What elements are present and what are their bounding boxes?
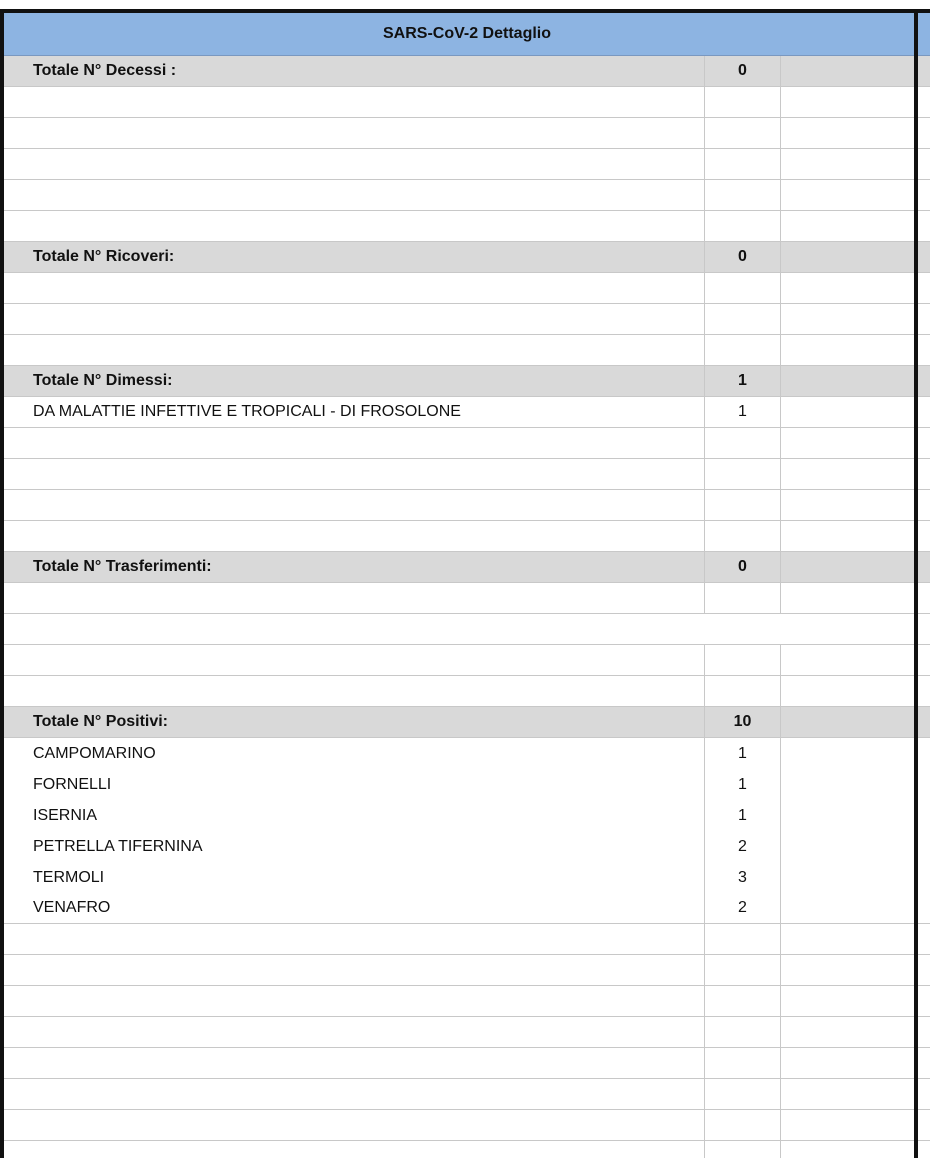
table-row [4,583,930,614]
section-value: 1 [704,366,780,396]
value-cell [704,645,780,675]
table-row [4,87,930,118]
table-row [4,676,930,707]
table-row [4,645,930,676]
table-row [4,521,930,552]
value-cell [704,273,780,303]
empty-cell [780,490,914,520]
row-label: PETRELLA TIFERNINA [33,837,203,855]
table-row [4,180,930,211]
empty-cell [780,831,914,862]
row-value: 2 [704,893,780,923]
table-row [4,1110,930,1141]
section-label: Totale N° Trasferimenti: [33,558,212,575]
empty-cell [780,583,914,613]
section-label: Totale N° Dimessi: [33,372,173,389]
value-cell [704,1017,780,1047]
section-value: 10 [704,707,780,737]
value-cell [704,180,780,210]
empty-cell [780,1079,914,1109]
section-value: 0 [704,56,780,86]
value-cell [704,1079,780,1109]
value-cell [704,583,780,613]
empty-cell [780,676,914,706]
empty-cell [780,149,914,179]
value-cell [704,490,780,520]
row-value: 3 [704,862,780,893]
empty-cell [780,1017,914,1047]
empty-cell [780,87,914,117]
table-row [4,893,930,924]
empty-cell [780,1110,914,1140]
value-cell [704,1110,780,1140]
empty-cell [780,180,914,210]
row-label: FORNELLI [33,775,112,793]
section-ricoveri [4,242,930,273]
empty-cell [780,955,914,985]
table-row [4,304,930,335]
value-cell [704,211,780,241]
row-label: VENAFRO [33,899,111,916]
value-cell [704,304,780,334]
section-label: Totale N° Ricoveri: [33,248,175,265]
row-value: 1 [704,397,780,427]
empty-cell [780,56,914,86]
table-row [4,490,930,521]
empty-cell [780,118,914,148]
empty-cell [780,738,914,769]
section-dimessi [4,366,930,397]
row-label: ISERNIA [33,806,98,824]
empty-cell [780,800,914,831]
row-label: DA MALATTIE INFETTIVE E TROPICALI - DI FROSOLONE [33,403,461,420]
empty-cell [780,273,914,303]
empty-cell [780,459,914,489]
empty-cell [780,335,914,365]
empty-cell [780,397,914,427]
frame-right-border [914,9,918,1158]
value-cell [704,335,780,365]
table-row [4,211,930,242]
table-row [4,1079,930,1110]
row-label: TERMOLI [33,868,105,886]
section-value: 0 [704,552,780,582]
table-row [4,1048,930,1079]
empty-cell [780,428,914,458]
empty-cell [780,769,914,800]
table-row [4,924,930,955]
section-positivi [4,707,930,738]
empty-cell [780,521,914,551]
table-row [4,862,930,893]
empty-cell [780,304,914,334]
empty-cell [780,1141,914,1158]
value-cell [704,521,780,551]
value-cell [704,955,780,985]
table-row [4,149,930,180]
value-cell [704,986,780,1016]
empty-cell [780,211,914,241]
row-value: 1 [704,800,780,831]
table-row [4,118,930,149]
table-row [4,800,930,831]
table-title-text: SARS-CoV-2 Dettaglio [382,25,551,42]
table-row [4,955,930,986]
row-value: 2 [704,831,780,862]
empty-cell [780,986,914,1016]
value-cell [704,87,780,117]
section-label: Totale N° Positivi: [33,713,169,730]
empty-cell [780,552,914,582]
value-cell [704,459,780,489]
table-row [4,428,930,459]
value-cell [704,428,780,458]
table-row [4,397,930,428]
value-cell [704,1048,780,1078]
table-row [4,335,930,366]
section-value: 0 [704,242,780,272]
row-value: 1 [704,738,780,769]
empty-cell [780,862,914,893]
table-row [4,273,930,304]
empty-cell [780,645,914,675]
value-cell [704,149,780,179]
table-title [4,13,930,56]
empty-cell [780,366,914,396]
row-value: 1 [704,769,780,800]
table-row [4,614,930,645]
empty-cell [780,1048,914,1078]
row-label: CAMPOMARINO [33,744,156,762]
table-row [4,831,930,862]
empty-cell [780,707,914,737]
section-label: Totale N° Decessi : [33,62,177,79]
empty-cell [780,924,914,954]
value-cell [704,924,780,954]
empty-cell [780,893,914,923]
table-row [4,1017,930,1048]
value-cell [704,676,780,706]
table-row [4,459,930,490]
value-cell [704,118,780,148]
frame-left-border [0,9,4,1158]
value-cell [704,1141,780,1158]
empty-cell [780,242,914,272]
table-row [4,738,930,769]
table-row [4,986,930,1017]
table-row [4,1141,930,1158]
section-trasferimenti [4,552,930,583]
table-row [4,769,930,800]
section-decessi [4,56,930,87]
